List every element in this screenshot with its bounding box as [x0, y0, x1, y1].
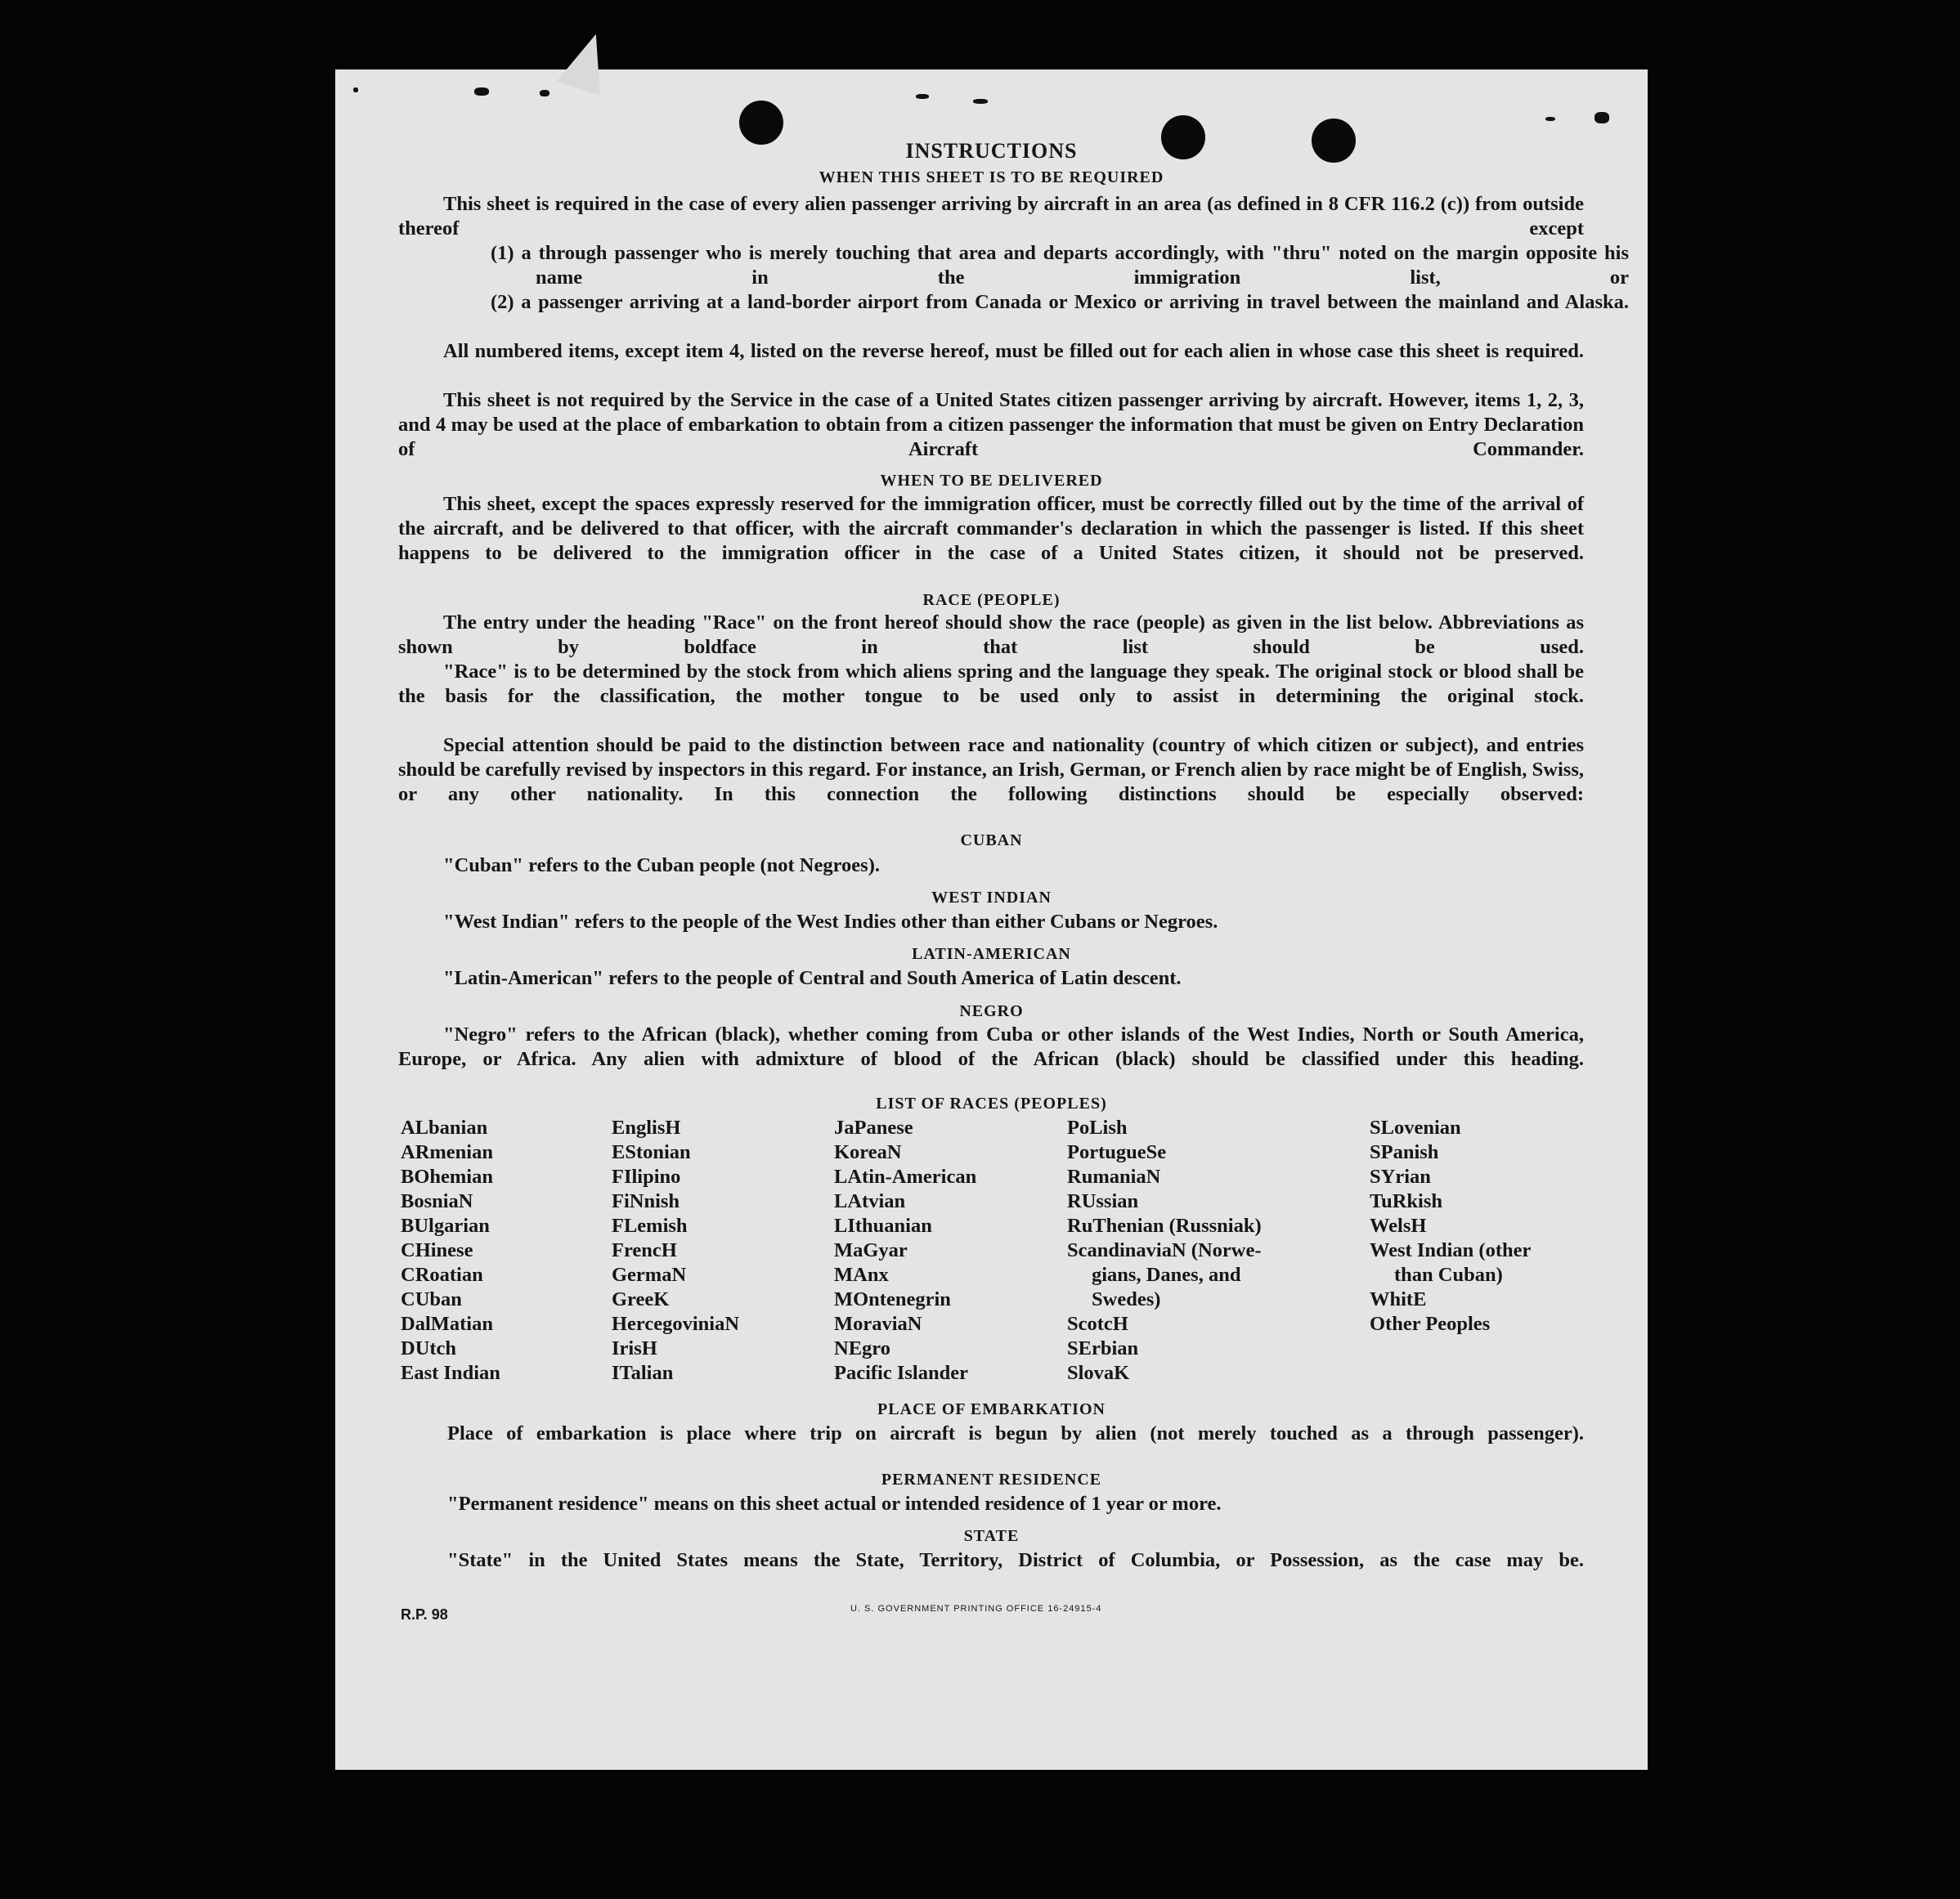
form-number: R.P. 98 [401, 1606, 448, 1623]
paragraph: "State" in the United States means the State, Territory, District of Columbia, or Possession, as the case may be. [447, 1549, 1584, 1571]
race-entry: IrisH [612, 1337, 657, 1359]
exception-item: (1) a through passenger who is merely touching that area and departs accordingly, with "thru" noted on the margin opposite his name in the immigration list, or [491, 242, 1629, 289]
ink-speck [1545, 117, 1555, 121]
race-entry: Pacific Islander [834, 1362, 968, 1384]
section-heading: RACE (PEOPLE) [922, 591, 1061, 609]
section-heading: LATIN-AMERICAN [912, 945, 1071, 963]
paragraph: This sheet is required in the case of every alien passenger arriving by aircraft in an area (as defined in 8 CFR 116.2 (c)) from outside thereof except [398, 193, 1584, 240]
race-entry: FrencH [612, 1239, 677, 1261]
race-entry: BOhemian [401, 1166, 493, 1188]
race-entry: PortugueSe [1067, 1141, 1167, 1163]
race-entry: Swedes) [1092, 1288, 1161, 1310]
paragraph: "Permanent residence" means on this sheet actual or intended residence of 1 year or more. [447, 1493, 1222, 1515]
race-entry: SlovaK [1067, 1362, 1130, 1384]
race-entry: DUtch [401, 1337, 457, 1359]
section-heading: PLACE OF EMBARKATION [877, 1400, 1106, 1418]
race-entry: CRoatian [401, 1264, 483, 1286]
paragraph: Place of embarkation is place where trip on aircraft is begun by alien (not merely touched as a through passenger). [447, 1422, 1584, 1444]
race-entry: ARmenian [401, 1141, 493, 1163]
race-entry: ScotcH [1067, 1313, 1128, 1335]
paragraph: All numbered items, except item 4, listed on the reverse hereof, must be filled out for each alien in whose case this sheet is required. [443, 340, 1584, 362]
section-heading: PERMANENT RESIDENCE [881, 1471, 1102, 1489]
paragraph: "Negro" refers to the African (black), whether coming from Cuba or other islands of the West Indies, North or South America, Europe, or Africa. Any alien with admixture of blood of the African (black) should be classified under this heading. [398, 1023, 1584, 1070]
race-entry: LIthuanian [834, 1215, 932, 1237]
document-sheet [335, 69, 1648, 1770]
race-entry: than Cuban) [1394, 1264, 1503, 1286]
race-entry: GermaN [612, 1264, 687, 1286]
section-heading: WEST INDIAN [931, 889, 1052, 907]
race-entry: JaPanese [834, 1117, 913, 1139]
race-entry: HercegoviniaN [612, 1313, 740, 1335]
race-entry: KoreaN [834, 1141, 902, 1163]
races-column [401, 1116, 500, 1386]
race-entry: BosniaN [401, 1190, 473, 1212]
race-entry: EStonian [612, 1141, 691, 1163]
race-entry: TuRkish [1370, 1190, 1443, 1212]
race-entry: gians, Danes, and [1092, 1264, 1241, 1286]
race-entry: EnglisH [612, 1117, 681, 1139]
races-column [834, 1116, 976, 1386]
race-entry: CHinese [401, 1239, 473, 1261]
paragraph: This sheet, except the spaces expressly reserved for the immigration officer, must be correctly filled out by the time of the arrival of the aircraft, and be delivered to that officer, with the aircraft commander's declaration in which the passenger is listed. If this sheet happens to be delivered to the immigration officer in the case of a United States citizen, it should not be preserved. [398, 493, 1584, 564]
race-entry: Other Peoples [1370, 1313, 1491, 1335]
race-entry: ScandinaviaN (Norwe- [1067, 1239, 1262, 1261]
race-entry: MaGyar [834, 1239, 908, 1261]
printer-credit: U. S. GOVERNMENT PRINTING OFFICE 16-24915-4 [850, 1604, 1102, 1614]
race-entry: SYrian [1370, 1166, 1431, 1188]
race-entry: West Indian (other [1370, 1239, 1532, 1261]
section-heading: WHEN THIS SHEET IS TO BE REQUIRED [819, 168, 1164, 186]
ink-speck [973, 99, 988, 104]
paragraph: Special attention should be paid to the distinction between race and nationality (country of which citizen or subject), and entries should be carefully revised by inspectors in this regard. For instance, an Irish, German, or French alien by race might be of English, Swiss, or any other nationality. In this connection the following distinctions should be especially observed: [398, 734, 1584, 805]
paragraph: "Latin-American" refers to the people of Central and South America of Latin descent. [443, 967, 1182, 989]
section-heading: WHEN TO BE DELIVERED [880, 472, 1103, 490]
races-column [612, 1116, 739, 1386]
race-entry: ALbanian [401, 1117, 488, 1139]
paragraph: This sheet is not required by the Service in the case of a United States citizen passenger arriving by aircraft. However, items 1, 2, 3, and 4 may be used at the place of embarkation to obtain from a citizen passenger the information that must be given on Entry Declaration of Aircraft Commander. [398, 389, 1584, 460]
paragraph: "West Indian" refers to the people of the West Indies other than either Cubans or Negroes. [443, 911, 1218, 933]
paragraph: The entry under the heading "Race" on the front hereof should show the race (people) as given in the list below. Abbreviations as shown by boldface in that list should be used. [398, 611, 1584, 658]
race-entry: PoLish [1067, 1117, 1128, 1139]
race-entry: MoraviaN [834, 1313, 922, 1335]
race-entry: SLovenian [1370, 1117, 1461, 1139]
races-column [1067, 1116, 1262, 1386]
race-entry: MAnx [834, 1264, 889, 1286]
ink-speck [353, 87, 358, 92]
race-entry: NEgro [834, 1337, 890, 1359]
race-entry: RuThenian (Russniak) [1067, 1215, 1262, 1237]
race-entry: ITalian [612, 1362, 674, 1384]
races-column [1370, 1116, 1531, 1337]
paragraph: "Race" is to be determined by the stock from which aliens spring and the language they speak. The original stock or blood shall be the basis for the classification, the mother tongue to be used only to assist in determining the original stock. [398, 661, 1584, 707]
torn-corner [557, 27, 618, 96]
race-entry: FiNnish [612, 1190, 680, 1212]
race-entry: BUlgarian [401, 1215, 490, 1237]
document-title: INSTRUCTIONS [905, 139, 1078, 163]
race-entry: WhitE [1370, 1288, 1427, 1310]
race-entry: East Indian [401, 1362, 500, 1384]
race-entry: DalMatian [401, 1313, 493, 1335]
race-entry: LAtvian [834, 1190, 906, 1212]
ink-speck [540, 90, 549, 96]
race-entry: LAtin-American [834, 1166, 977, 1188]
paragraph: "Cuban" refers to the Cuban people (not Negroes). [443, 854, 880, 876]
race-entry: RUssian [1067, 1190, 1139, 1212]
race-entry: FLemish [612, 1215, 688, 1237]
race-entry: FIlipino [612, 1166, 681, 1188]
race-entry: CUban [401, 1288, 462, 1310]
exception-item: (2) a passenger arriving at a land-border airport from Canada or Mexico or arriving in travel between the mainland and Alaska. [491, 291, 1629, 313]
ink-speck [916, 94, 929, 99]
ink-speck [1594, 112, 1609, 123]
race-entry: MOntenegrin [834, 1288, 951, 1310]
ink-speck [474, 87, 489, 96]
races-heading: LIST OF RACES (PEOPLES) [876, 1095, 1107, 1113]
race-entry: SErbian [1067, 1337, 1139, 1359]
race-entry: SPanish [1370, 1141, 1439, 1163]
punch-hole [739, 101, 783, 145]
section-heading: NEGRO [959, 1002, 1024, 1020]
section-heading: STATE [963, 1527, 1020, 1545]
race-entry: RumaniaN [1067, 1166, 1161, 1188]
race-entry: GreeK [612, 1288, 670, 1310]
race-entry: WelsH [1370, 1215, 1427, 1237]
section-heading: CUBAN [960, 831, 1023, 849]
